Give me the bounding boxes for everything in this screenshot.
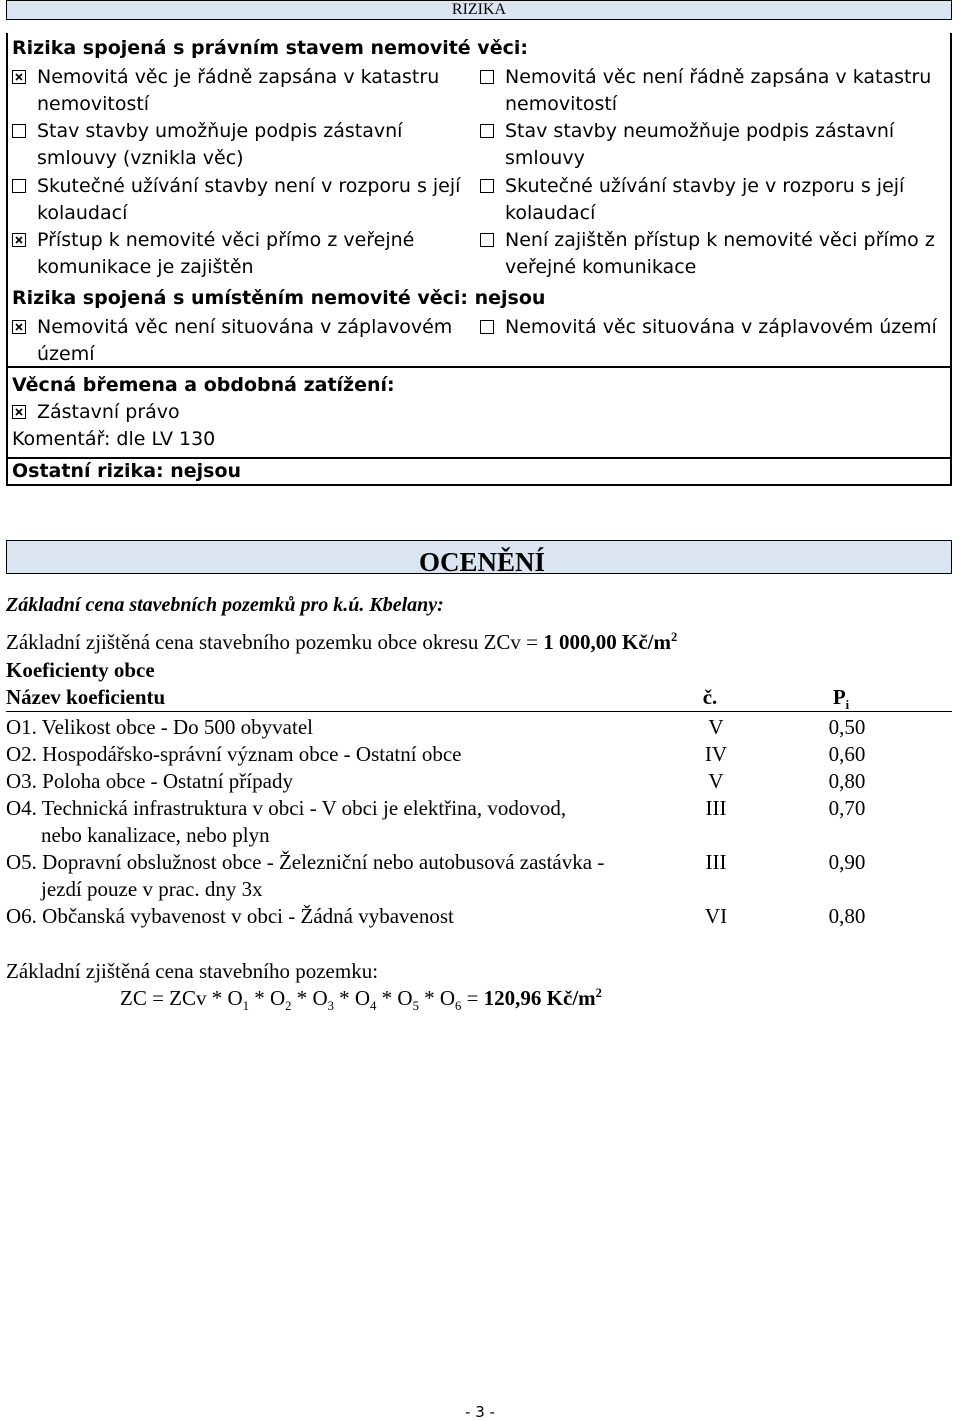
table-header-name: Název koeficientu [6,685,166,709]
formula-subscript: 3 [327,999,334,1014]
x-mark-icon [13,71,25,83]
risk-option-label: Není zajištěn přístup k nemovité věci přímo z [505,229,935,251]
formula-operator: * O [333,986,371,1010]
checkbox-unchecked[interactable] [480,179,494,193]
x-mark-icon [13,406,25,418]
formula-result: 120,96 Kč/m [483,986,596,1010]
formula-subscript: 5 [412,999,419,1014]
risk-option-label: Skutečné užívání stavby není v rozporu s její [37,175,461,197]
formula-operator: * O [376,986,413,1010]
risk-option-label: kolaudací [37,202,128,224]
table-header-rule [6,711,952,712]
x-mark-icon [13,321,25,333]
base-price-exp: 2 [671,630,678,644]
coef-name: O3. Poloha obce - Ostatní případy [6,769,293,793]
price-subtitle: Základní cena stavebních pozemků pro k.ú. Kbelany: [6,594,444,616]
formula-subscript: 4 [370,999,377,1014]
coef-value: 0,50 [828,715,866,739]
risk-option-label: Nemovitá věc situována v záplavovém území [505,316,937,338]
risk-option-label: smlouvy [505,147,585,169]
coef-number: V [708,769,724,793]
checkbox-checked[interactable] [12,233,26,247]
base-price-value: 1 000,00 Kč/m [543,630,671,654]
coef-number: VI [704,904,728,928]
formula-result-exp: 2 [595,986,602,1000]
risk-option-label: území [37,343,95,365]
base-price-line [6,630,677,655]
formula-operator: = [461,986,484,1010]
formula-operator: * O [418,986,456,1010]
risk-option-label: smlouvy (vznikla věc) [37,147,244,169]
coef-name-cont: nebo kanalizace, nebo plyn [41,823,270,847]
checkbox-unchecked[interactable] [12,124,26,138]
coef-number: III [705,850,727,874]
checkbox-unchecked[interactable] [480,320,494,334]
legal-risks-header: Rizika spojená s právním stavem nemovité věci: [12,37,528,59]
divider [6,457,952,459]
checkbox-unchecked[interactable] [12,179,26,193]
risk-option-label: Stav stavby neumožňuje podpis zástavní [505,120,895,142]
formula-subscript: 6 [455,999,462,1014]
risk-option-label: kolaudací [505,202,596,224]
coef-name-cont: jezdí pouze v prac. dny 3x [41,877,263,901]
risk-option-label: Nemovitá věc není situována v záplavovém [37,316,453,338]
rizika-title: RIZIKA [6,0,952,20]
other-risks: Ostatní rizika: nejsou [12,460,242,482]
risk-option-label: Stav stavby umožňuje podpis zástavní [37,120,403,142]
coef-value: 0,60 [828,742,866,766]
risk-option-label: nemovitostí [505,93,618,115]
formula-subscript: 2 [285,999,292,1014]
coef-number: III [705,796,727,820]
burden-label: Zástavní právo [37,401,180,423]
coef-value: 0,80 [828,769,866,793]
result-formula [120,986,602,1014]
page-number: - 3 - [465,1403,495,1421]
formula-operator: * O [291,986,328,1010]
result-label: Základní zjištěná cena stavebního pozemku: [6,959,379,983]
comment-text: Komentář: dle LV 130 [12,428,216,450]
coef-name: O1. Velikost obce - Do 500 obyvatel [6,715,313,739]
coef-value: 0,70 [828,796,866,820]
coef-header: Koeficienty obce [6,658,155,682]
checkbox-unchecked[interactable] [480,233,494,247]
coef-number: V [708,715,724,739]
risk-option-label: Nemovitá věc není řádně zapsána v katastru [505,66,932,88]
risk-option-label: nemovitostí [37,93,150,115]
formula-subscript: 1 [242,999,249,1014]
formula-operator: * O [248,986,286,1010]
risk-option-label: Skutečné užívání stavby je v rozporu s její [505,175,905,197]
coef-value: 0,80 [828,904,866,928]
risk-option-label: veřejné komunikace [505,256,697,278]
location-risks-header: Rizika spojená s umístěním nemovité věci: nejsou [12,287,546,309]
checkbox-checked[interactable] [12,320,26,334]
risk-option-label: Přístup k nemovité věci přímo z veřejné [37,229,415,251]
risk-option-label: komunikace je zajištěn [37,256,254,278]
coef-number: IV [704,742,728,766]
checkbox-checked[interactable] [12,405,26,419]
divider [6,366,952,368]
checkbox-unchecked[interactable] [480,70,494,84]
oceneni-title: OCENĚNÍ [6,540,952,574]
formula-prefix: ZC = ZCv * O [120,986,243,1010]
table-header-num: č. [702,685,718,709]
burdens-header: Věcná břemena a obdobná zatížení: [12,374,395,396]
coef-name: O6. Občanská vybavenost v obci - Žádná vybavenost [6,904,454,928]
coef-name: O5. Dopravní obslužnost obce - Železniční nebo autobusová zastávka - [6,850,605,874]
risk-option-label: Nemovitá věc je řádně zapsána v katastru [37,66,440,88]
x-mark-icon [13,234,25,246]
base-price-label: Základní zjištěná cena stavebního pozemku obce okresu ZCv = [6,630,544,654]
coef-value: 0,90 [828,850,866,874]
checkbox-checked[interactable] [12,70,26,84]
checkbox-unchecked[interactable] [480,124,494,138]
coef-name: O4. Technická infrastruktura v obci - V obci je elektřina, vodovod, [6,796,567,820]
coef-name: O2. Hospodářsko-správní význam obce - Ostatní obce [6,742,462,766]
table-header-val: $P_i$ [832,685,850,713]
